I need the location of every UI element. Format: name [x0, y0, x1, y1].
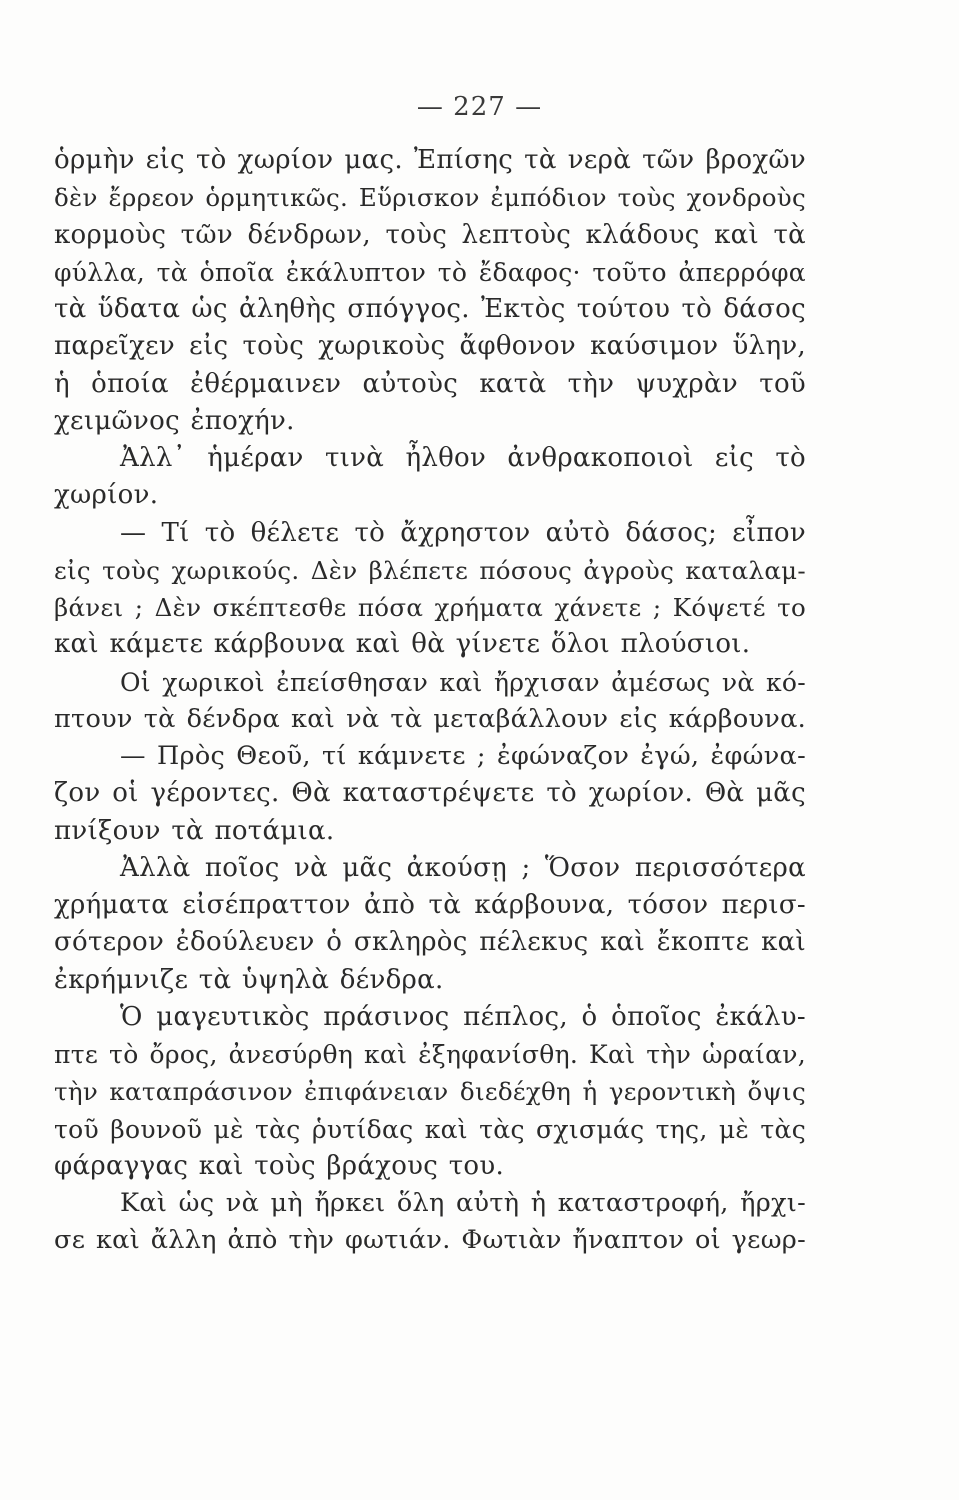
text-line: ἐκρήμνιζε τὰ ὑψηλὰ δένδρα.	[54, 964, 444, 995]
body-text	[54, 142, 806, 1260]
text-line: πνίξουν τὰ ποτάμια.	[54, 815, 335, 846]
text-line: ὁρμὴν εἰς τὸ χωρίον μας. Ἐπίσης τὰ νερὰ τῶν βροχῶν	[54, 145, 806, 175]
text-line: Ὁ μαγευτικὸς πράσινος πέπλος, ὁ ὁποῖος ἐκάλυ-	[120, 1001, 806, 1032]
text-line: ζον οἱ γέροντες. Θὰ καταστρέψετε τὸ χωρίον. Θὰ μᾶς	[54, 778, 806, 809]
text-line: φύλλα, τὰ ὁποῖα ἐκάλυπτον τὸ ἔδαφος· τοῦτο ἀπερρόφα	[54, 257, 806, 287]
text-line: χρήματα εἰσέπραττον ἀπὸ τὰ κάρβουνα, τόσον περισ-	[54, 890, 806, 920]
text-line: Καὶ ὡς νὰ μὴ ἤρκει ὅλη αὐτὴ ἡ καταστροφή, ἤρχι-	[120, 1188, 806, 1218]
text-line: τοῦ βουνοῦ μὲ τὰς ῥυτίδας καὶ τὰς σχισμάς της, μὲ τὰς	[54, 1114, 806, 1144]
text-line: σότερον ἐδούλευεν ὁ σκληρὸς πέλεκυς καὶ ἔκοπτε καὶ	[54, 927, 806, 958]
text-line: παρεῖχεν εἰς τοὺς χωρικοὺς ἄφθονον καύσιμον ὕλην,	[54, 331, 806, 362]
text-line: δὲν ἔρρεον ὁρμητικῶς. Εὕρισκον ἐμπόδιον τοὺς χονδροὺς	[54, 183, 806, 213]
text-line: φάραγγας καὶ τοὺς βράχους του.	[54, 1150, 505, 1181]
text-line: — Πρὸς Θεοῦ, τί κάμνετε ; ἐφώναζον ἐγώ, ἐφώνα-	[120, 741, 806, 771]
text-line: χειμῶνος ἐποχήν.	[54, 405, 295, 436]
text-line: κορμοὺς τῶν δένδρων, τοὺς λεπτοὺς κλάδους καὶ τὰ	[54, 219, 806, 250]
text-line: τὰ ὕδατα ὡς ἀληθὴς σπόγγος. Ἐκτὸς τούτου τὸ δάσος	[54, 294, 806, 324]
text-line: Ἀλλὰ ποῖος νὰ μᾶς ἀκούσῃ ; Ὅσον περισσότερα	[120, 852, 806, 883]
text-line: Οἱ χωρικοὶ ἐπείσθησαν καὶ ἤρχισαν ἀμέσως νὰ κό-	[120, 667, 806, 697]
text-line: χωρίον.	[54, 480, 159, 511]
text-line: ἡ ὁποία ἐθέρμαινεν αὐτοὺς κατὰ τὴν ψυχρὰν τοῦ	[54, 368, 806, 399]
text-line: βάνει ; Δὲν σκέπτεσθε πόσα χρήματα χάνετε ; Κόψετέ το	[54, 593, 806, 622]
text-line: — Τί τὸ θέλετε τὸ ἄχρηστον αὐτὸ δάσος; εἶπον	[120, 517, 806, 548]
text-line: πτε τὸ ὄρος, ἀνεσύρθη καὶ ἐξηφανίσθη. Καὶ τὴν ὡραίαν,	[54, 1040, 806, 1069]
text-line: σε καὶ ἄλλη ἀπὸ τὴν φωτιάν. Φωτιὰν ἤναπτον οἱ γεωρ-	[54, 1225, 806, 1256]
page-number: — 227 —	[416, 92, 543, 122]
text-line: Ἀλλ᾽ ἡμέραν τινὰ ἦλθον ἀνθρακοποιοὶ εἰς τὸ	[120, 443, 806, 473]
text-line: καὶ κάμετε κάρβουνα καὶ θὰ γίνετε ὅλοι πλούσιοι.	[54, 629, 751, 660]
text-line: πτουν τὰ δένδρα καὶ νὰ τὰ μεταβάλλουν εἰς κάρβουνα.	[54, 703, 806, 734]
text-line: τὴν καταπράσινον ἐπιφάνειαν διεδέχθη ἡ γεροντικὴ ὄψις	[54, 1077, 806, 1107]
text-line: εἰς τοὺς χωρικούς. Δὲν βλέπετε πόσους ἀγροὺς καταλαμ-	[54, 555, 806, 585]
